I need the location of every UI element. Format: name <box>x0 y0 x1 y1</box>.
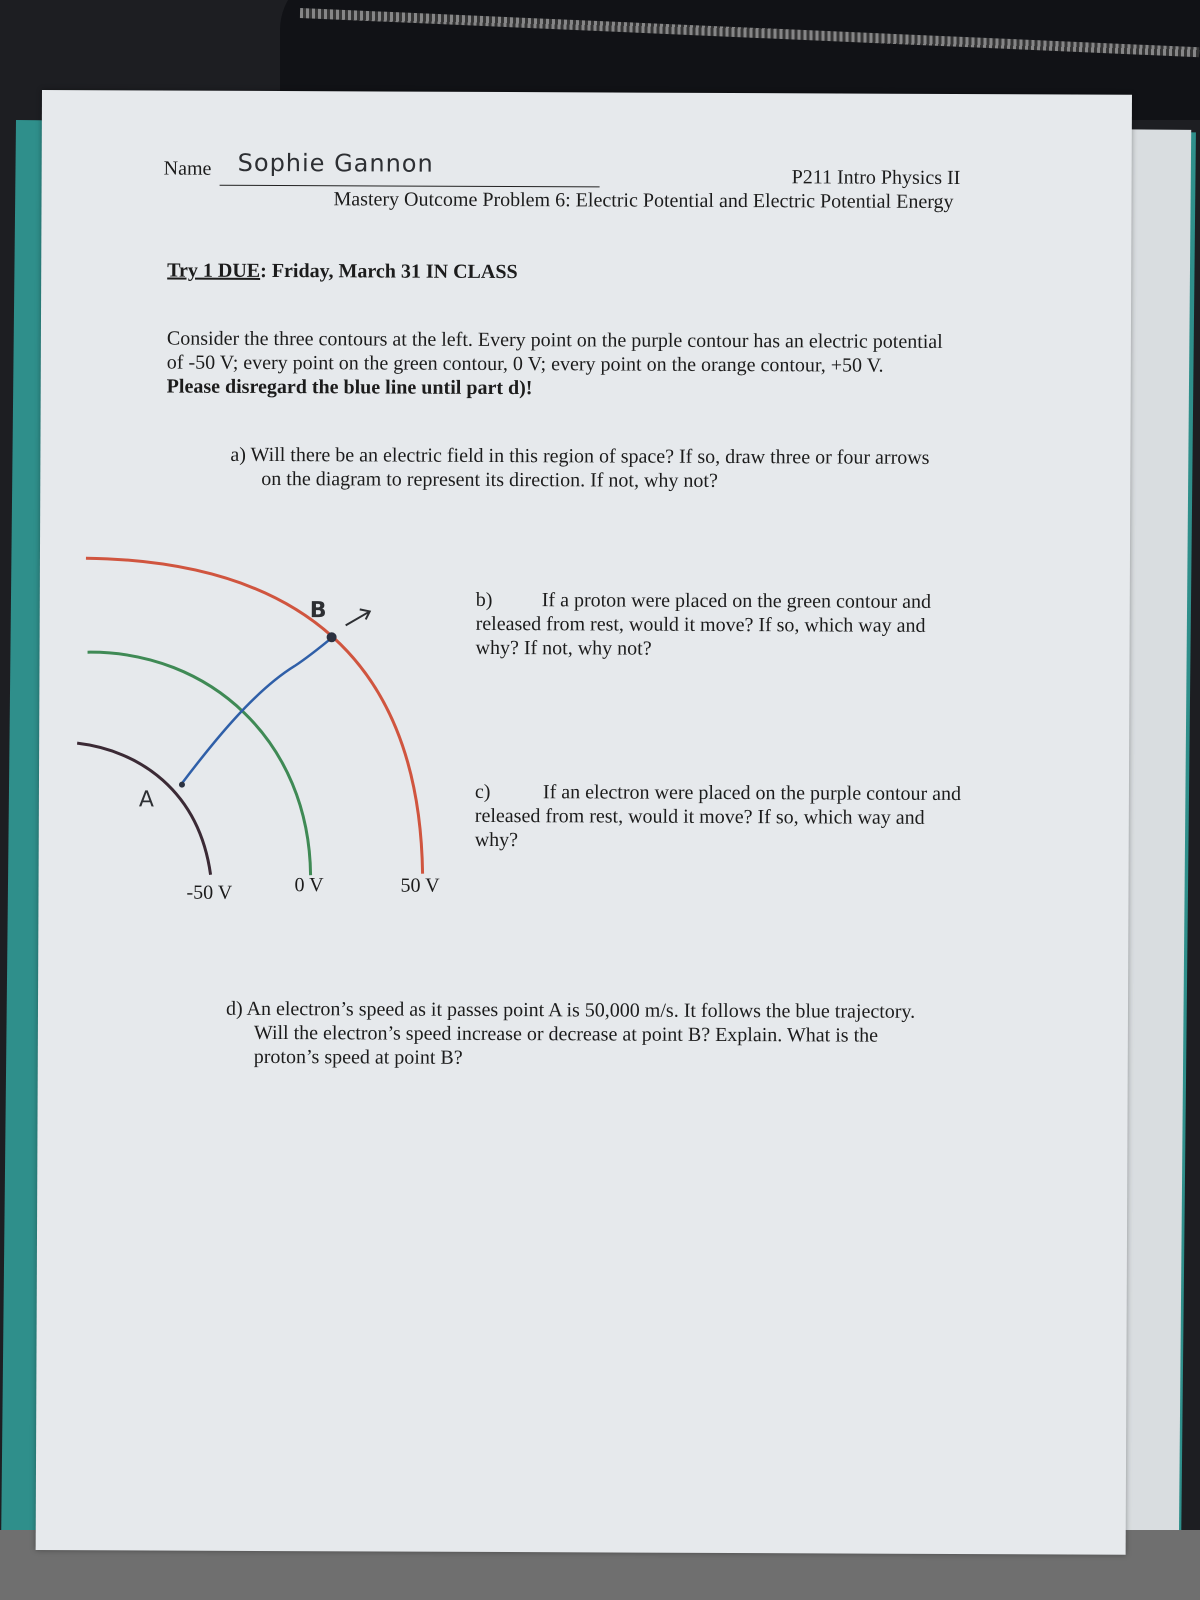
question-d-line-1: d) An electron’s speed as it passes point A is 50,000 m/s. It follows the blue trajectory. <box>225 997 916 1023</box>
worksheet-page <box>36 90 1132 1555</box>
question-c-label: c) <box>474 780 491 803</box>
purple-contour-label: -50 V <box>186 881 233 904</box>
question-d-line-2: Will the electron’s speed increase or decrease at point B? Explain. What is the <box>253 1021 879 1047</box>
question-c-line-1: If an electron were placed on the purple contour and <box>542 781 962 806</box>
name-label: Name <box>163 157 212 180</box>
point-a-label: A <box>138 787 155 813</box>
question-c-line-3: why? <box>474 828 519 852</box>
question-a-line-2: on the diagram to represent its direction. If not, why not? <box>261 467 718 492</box>
point-a-dot <box>179 782 185 788</box>
question-b-line-3: why? If not, why not? <box>475 636 652 660</box>
blue-trajectory <box>181 636 334 786</box>
intro-line-2: of -50 V; every point on the green contour, 0 V; every point on the orange contour, +50 V. <box>166 351 884 377</box>
point-b-dot <box>327 632 337 642</box>
question-b-label: b) <box>475 588 493 611</box>
question-b-line-1: If a proton were placed on the green contour and <box>541 589 932 613</box>
due-date: : Friday, March 31 IN CLASS <box>260 259 518 284</box>
intro-line-1: Consider the three contours at the left. Every point on the purple contour has an electric potential <box>166 327 943 353</box>
question-d-line-3: proton’s speed at point B? <box>253 1045 463 1069</box>
intro-line-3: Please disregard the blue line until part d)! <box>166 375 533 400</box>
drawn-field-arrow <box>346 609 370 625</box>
question-c-line-2: released from rest, would it move? If so, which way and <box>474 804 925 829</box>
contour-diagram <box>36 90 1132 1555</box>
assignment-title: Mastery Outcome Problem 6: Electric Potential and Electric Potential Energy <box>333 188 954 213</box>
point-b-label: B <box>309 598 327 624</box>
question-a-line-1: a) Will there be an electric field in this region of space? If so, draw three or four arrows <box>230 443 930 469</box>
green-contour-label: 0 V <box>294 874 324 897</box>
orange-contour-label: 50 V <box>400 874 440 897</box>
question-b-line-2: released from rest, would it move? If so, which way and <box>475 612 926 637</box>
due-label: Try 1 DUE <box>167 259 261 282</box>
course-title: P211 Intro Physics II <box>791 166 961 190</box>
student-name: Sophie Gannon <box>237 148 434 178</box>
green-contour <box>87 652 312 875</box>
orange-contour <box>85 558 424 873</box>
